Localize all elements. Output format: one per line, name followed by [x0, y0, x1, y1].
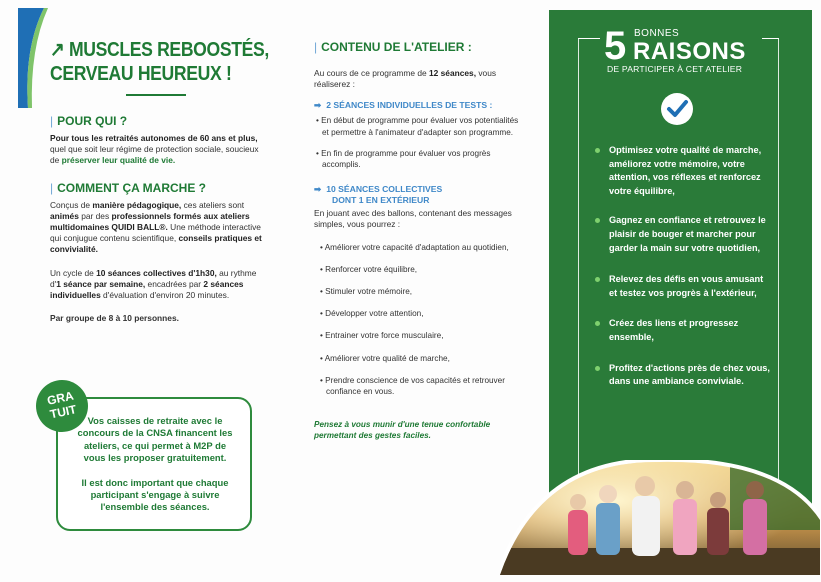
frame-top-right	[762, 38, 779, 39]
list-item: • Améliorer votre capacité d'adaptation au quotidien,	[320, 242, 509, 252]
reason-item: Créez des liens et progressez ensemble,	[601, 317, 773, 344]
list-item: • Améliorer votre qualité de marche,	[320, 353, 450, 363]
middle-column	[314, 38, 524, 442]
comment-text: Conçus de manière pédagogique, ces ateliers sont animés par des professionnels formés aux ateliers multidomaines QUIDI BALL®. Une méthode interactive qui conjugue contenu scientifique, conseils pratiques et convivialité.	[50, 199, 262, 255]
collectives-list	[314, 242, 524, 398]
bullet-icon	[595, 148, 600, 153]
cycle-text: Un cycle de 10 séances collectives d'1h30, au rythme d'1 séance par semaine, encadrées par 2 séances individuelles d'évaluation d'environ 20 minutes.	[50, 267, 257, 301]
list-item: • Entrainer votre force musculaire,	[320, 331, 444, 341]
headline-line-2: CERVEAU HEUREUX !	[50, 63, 232, 85]
bonnes-label: BONNES	[634, 28, 680, 39]
bullet-icon	[595, 366, 600, 371]
headline	[50, 38, 270, 86]
arrow-right-icon: ➡	[314, 184, 322, 195]
groupe-text: Par groupe de 8 à 10 personnes.	[50, 313, 179, 324]
contenu-intro: Au cours de ce programme de 12 séances, vous réaliserez :	[314, 68, 497, 90]
corner-swoosh	[18, 8, 48, 108]
list-item: • Stimuler votre mémoire,	[320, 287, 413, 297]
reason-item: Relevez des défis en vous amusant et testez vos progrès à l'extérieur,	[601, 273, 773, 300]
headline-rule	[126, 94, 186, 96]
frame-top-left	[578, 38, 600, 39]
reason-item: Profitez d'actions près de chez vous, dans une ambiance conviviale.	[601, 362, 773, 389]
pour-qui-text: Pour tous les retraités autonomes de 60 ans et plus, quel que soit leur régime de protection sociale, soucieux de préserver leur qualité de vie.	[50, 133, 259, 166]
reasons-number: 5	[604, 24, 627, 68]
tests-title: ➡ 2 SÉANCES INDIVIDUELLES DE TESTS :	[314, 100, 493, 111]
left-column	[50, 38, 269, 324]
tenue-note: Pensez à vous munir d'une tenue confortable permettant des gestes faciles.	[314, 420, 491, 441]
tests-item: • En début de programme pour évaluer vos potentialités et permettre à l'animateur d'adapter son programme.	[316, 116, 519, 137]
list-item: • Prendre conscience de vos capacités et retrouver confiance en vous.	[320, 375, 505, 397]
list-item: • Développer votre attention,	[320, 309, 424, 319]
collectives-intro: En jouant avec des ballons, contenant des messages simples, vous pourrez :	[314, 208, 512, 230]
comment-title: | COMMENT ÇA MARCHE ?	[50, 180, 206, 195]
reason-item: Gagnez en confiance et retrouvez le plaisir de bouger et marcher pour garder la main sur votre quotidien,	[601, 214, 773, 255]
reason-item: Optimisez votre qualité de marche, améliorez votre mémoire, votre attention, vos réflexes et renforcez votre équilibre,	[601, 144, 773, 198]
gratuit-text-1: Vos caisses de retraite avec le concours de la CNSA financent les ateliers, ce qui permet à M2P de vous les proposer gratuitement.	[77, 415, 233, 464]
panel-subtitle: DE PARTICIPER À CET ATELIER	[607, 64, 743, 74]
gratuit-badge: GRA TUIT	[31, 375, 93, 437]
checkmark-icon	[661, 93, 693, 125]
collectives-title: ➡ 10 SÉANCES COLLECTIVES DONT 1 EN EXTÉRIEUR	[314, 184, 443, 206]
reasons-list	[601, 144, 773, 389]
seniors-photo	[500, 460, 820, 575]
pour-qui-title: | POUR QUI ?	[50, 114, 128, 128]
headline-line-1: MUSCLES REBOOSTÉS,	[68, 39, 269, 61]
arrow-icon: ↗	[50, 39, 65, 61]
raisons-label: RAISONS	[633, 38, 746, 65]
tests-item: • En fin de programme pour évaluer vos progrès accomplis.	[316, 148, 491, 170]
list-item: • Renforcer votre équilibre,	[320, 264, 418, 274]
arrow-right-icon: ➡	[314, 100, 322, 111]
gratuit-text-2: Il est donc important que chaque participant s'engage à suivre l'ensemble des séances.	[81, 476, 229, 513]
contenu-title: | CONTENU DE L'ATELIER :	[314, 40, 472, 54]
